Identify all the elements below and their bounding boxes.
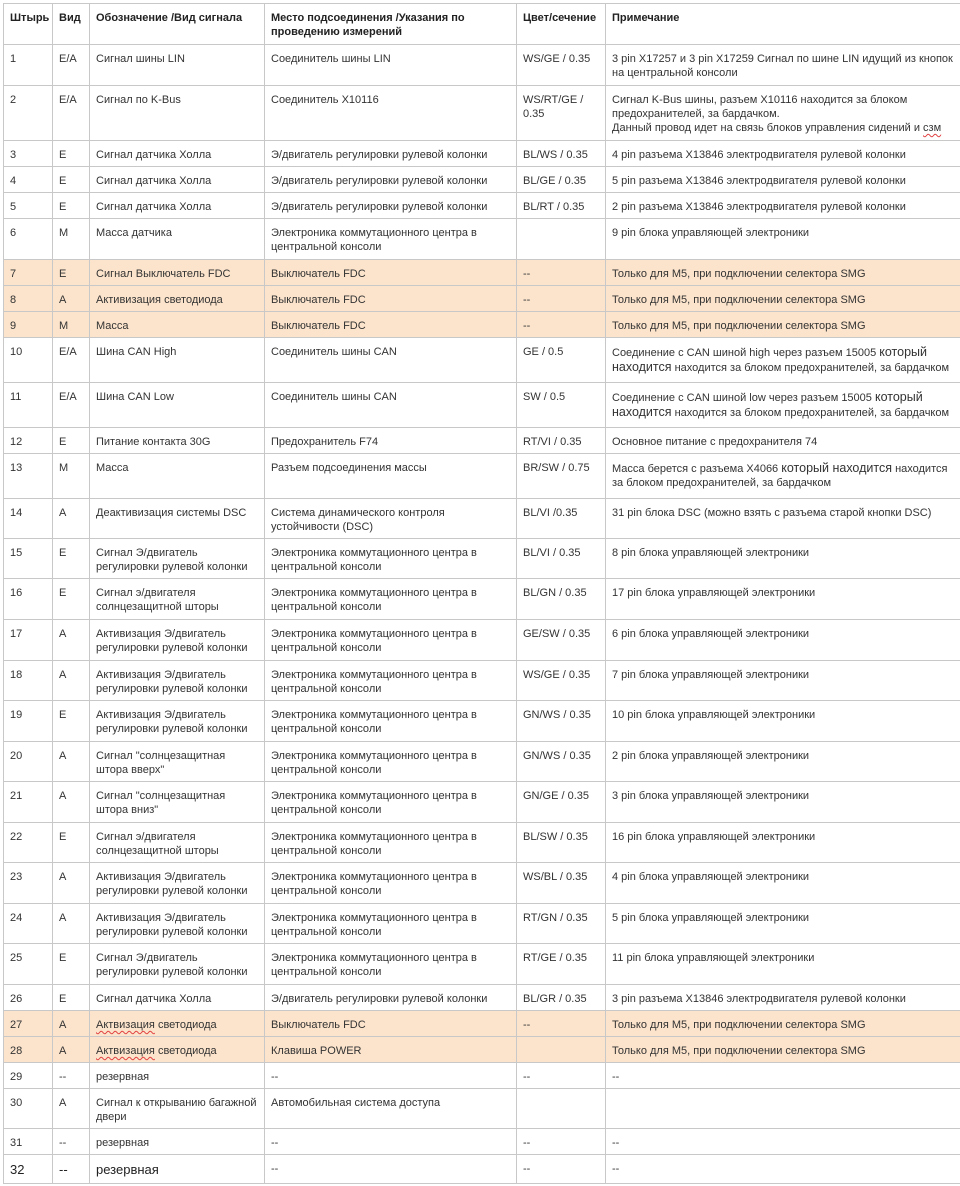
cell-location: Клавиша POWER: [265, 1037, 517, 1063]
cell-note: 31 pin блока DSC (можно взять с разъема старой кнопки DSC): [606, 499, 960, 539]
cell-type: E/A: [53, 383, 90, 428]
table-row: [4, 579, 960, 620]
cell-note: 2 pin разъема X13846 электродвигателя рулевой колонки: [606, 193, 960, 219]
cell-type: A: [53, 1011, 90, 1037]
cell-signal: Шина CAN High: [90, 338, 265, 383]
cell-pin: 24: [4, 904, 53, 944]
cell-type: --: [53, 1155, 90, 1184]
cell-signal: Активизация Э/двигатель регулировки рулевой колонки: [90, 904, 265, 944]
cell-location: --: [265, 1063, 517, 1089]
cell-pin: 17: [4, 620, 53, 661]
cell-color: --: [517, 260, 606, 286]
cell-color: BL/WS / 0.35: [517, 141, 606, 167]
note-text: Сигнал K-Bus шины, разъем X10116 находится за блоком предохранителей, за бардачком.: [612, 94, 907, 120]
cell-location: Электроника коммутационного центра в центральной консоли: [265, 661, 517, 701]
cell-note: --: [606, 1155, 960, 1184]
note-inserted-text: который находится: [781, 461, 892, 475]
cell-note: Только для M5, при подключении селектора SMG: [606, 1011, 960, 1037]
cell-note: Только для M5, при подключении селектора SMG: [606, 286, 960, 312]
cell-location: Электроника коммутационного центра в центральной консоли: [265, 701, 517, 742]
cell-pin: 25: [4, 944, 53, 985]
note-inserted-text: который находится: [612, 345, 927, 374]
cell-note: Основное питание с предохранителя 74: [606, 428, 960, 454]
cell-location: Э/двигатель регулировки рулевой колонки: [265, 141, 517, 167]
cell-color: --: [517, 1155, 606, 1184]
cell-note: 4 pin разъема X13846 электродвигателя рулевой колонки: [606, 141, 960, 167]
cell-type: E/A: [53, 45, 90, 86]
cell-type: A: [53, 863, 90, 904]
cell-location: Предохранитель F74: [265, 428, 517, 454]
cell-type: E: [53, 428, 90, 454]
table-row: [4, 539, 960, 579]
cell-pin: 28: [4, 1037, 53, 1063]
cell-color: BL/GR / 0.35: [517, 985, 606, 1011]
cell-location: Э/двигатель регулировки рулевой колонки: [265, 985, 517, 1011]
cell-note: 16 pin блока управляющей электроники: [606, 823, 960, 863]
cell-color: WS/GE / 0.35: [517, 661, 606, 701]
cell-location: Выключатель FDC: [265, 312, 517, 338]
cell-pin: 27: [4, 1011, 53, 1037]
table-row: [4, 193, 960, 219]
table-row: [4, 499, 960, 539]
cell-type: E: [53, 193, 90, 219]
cell-note: [606, 86, 960, 141]
cell-type: A: [53, 499, 90, 539]
cell-pin: 4: [4, 167, 53, 193]
table-row: [4, 286, 960, 312]
cell-note: 3 pin X17257 и 3 pin X17259 Сигнал по шине LIN идущий из кнопок на центральной консоли: [606, 45, 960, 86]
table-body: [4, 45, 960, 1184]
cell-pin: 32: [4, 1155, 53, 1184]
header-type: Вид: [53, 4, 90, 45]
cell-color: WS/GE / 0.35: [517, 45, 606, 86]
cell-signal: Сигнал датчика Холла: [90, 141, 265, 167]
cell-signal: Сигнал "солнцезащитная штора вверх": [90, 742, 265, 782]
cell-note: --: [606, 1129, 960, 1155]
cell-pin: 19: [4, 701, 53, 742]
cell-location: Э/двигатель регулировки рулевой колонки: [265, 167, 517, 193]
cell-pin: 30: [4, 1089, 53, 1129]
cell-type: M: [53, 219, 90, 260]
cell-pin: 29: [4, 1063, 53, 1089]
table-row: [4, 428, 960, 454]
cell-signal: Питание контакта 30G: [90, 428, 265, 454]
table-row: [4, 312, 960, 338]
table-row: [4, 620, 960, 661]
table-row: [4, 1011, 960, 1037]
cell-note: 5 pin блока управляющей электроники: [606, 904, 960, 944]
cell-signal: [90, 1011, 265, 1037]
cell-pin: 16: [4, 579, 53, 620]
cell-signal: Деактивизация системы DSC: [90, 499, 265, 539]
cell-location: Электроника коммутационного центра в центральной консоли: [265, 782, 517, 823]
note-text: Соединение с CAN шиной high через разъем 15005: [612, 347, 876, 359]
table-row: [4, 260, 960, 286]
cell-pin: 21: [4, 782, 53, 823]
signal-text: светодиода: [158, 1045, 217, 1057]
cell-type: A: [53, 904, 90, 944]
signal-misspelled-word: Актвизация: [96, 1019, 155, 1031]
cell-pin: 31: [4, 1129, 53, 1155]
cell-signal: Шина CAN Low: [90, 383, 265, 428]
header-pin: Штырь: [4, 4, 53, 45]
cell-signal: Активизация Э/двигатель регулировки рулевой колонки: [90, 863, 265, 904]
cell-type: M: [53, 454, 90, 499]
cell-location: Электроника коммутационного центра в центральной консоли: [265, 944, 517, 985]
note-extra-text: Данный провод идет на связь блоков управления сидений и: [612, 122, 920, 134]
cell-pin: 8: [4, 286, 53, 312]
cell-signal: Сигнал датчика Холла: [90, 167, 265, 193]
cell-note: 2 pin блока управляющей электроники: [606, 742, 960, 782]
cell-type: A: [53, 1037, 90, 1063]
cell-location: Электроника коммутационного центра в центральной консоли: [265, 579, 517, 620]
cell-color: GE / 0.5: [517, 338, 606, 383]
cell-signal: Сигнал датчика Холла: [90, 193, 265, 219]
table-row: [4, 1129, 960, 1155]
pin-assignment-table: [3, 3, 960, 1184]
header-color: Цвет/сечение: [517, 4, 606, 45]
cell-pin: 7: [4, 260, 53, 286]
cell-signal: Сигнал э/двигателя солнцезащитной шторы: [90, 579, 265, 620]
table-row: [4, 454, 960, 499]
note-tail-text: находится за блоком предохранителей, за бардачком: [612, 463, 947, 489]
cell-color: --: [517, 312, 606, 338]
cell-pin: 11: [4, 383, 53, 428]
header-location: Место подсоединения /Указания по проведению измерений: [265, 4, 517, 45]
cell-note: 10 pin блока управляющей электроники: [606, 701, 960, 742]
cell-type: M: [53, 312, 90, 338]
note-misspelled-word: сзм: [923, 122, 941, 134]
cell-color: [517, 219, 606, 260]
note-inserted-text: который находится: [612, 390, 923, 419]
cell-signal: Масса: [90, 454, 265, 499]
cell-color: BL/GN / 0.35: [517, 579, 606, 620]
cell-type: A: [53, 782, 90, 823]
cell-location: Э/двигатель регулировки рулевой колонки: [265, 193, 517, 219]
cell-note: Только для M5, при подключении селектора SMG: [606, 260, 960, 286]
cell-color: [517, 1089, 606, 1129]
cell-location: Соединитель шины CAN: [265, 338, 517, 383]
cell-color: [517, 1037, 606, 1063]
cell-pin: 15: [4, 539, 53, 579]
table-row: [4, 1155, 960, 1184]
cell-type: --: [53, 1129, 90, 1155]
cell-signal: резервная: [90, 1129, 265, 1155]
cell-note: 8 pin блока управляющей электроники: [606, 539, 960, 579]
cell-signal: Сигнал Выключатель FDC: [90, 260, 265, 286]
cell-location: Система динамического контроля устойчивости (DSC): [265, 499, 517, 539]
table-row: [4, 45, 960, 86]
cell-pin: 20: [4, 742, 53, 782]
cell-type: E/A: [53, 86, 90, 141]
header-signal: Обозначение /Вид сигнала: [90, 4, 265, 45]
table-row: [4, 985, 960, 1011]
cell-note: Только для M5, при подключении селектора SMG: [606, 1037, 960, 1063]
cell-signal: Сигнал Э/двигатель регулировки рулевой колонки: [90, 539, 265, 579]
cell-location: Электроника коммутационного центра в центральной консоли: [265, 904, 517, 944]
cell-pin: 13: [4, 454, 53, 499]
cell-pin: 6: [4, 219, 53, 260]
cell-location: --: [265, 1129, 517, 1155]
cell-signal: Сигнал Э/двигатель регулировки рулевой колонки: [90, 944, 265, 985]
cell-pin: 14: [4, 499, 53, 539]
cell-location: --: [265, 1155, 517, 1184]
note-tail-text: находится за блоком предохранителей, за бардачком: [675, 407, 949, 419]
cell-color: BL/VI /0.35: [517, 499, 606, 539]
cell-color: RT/GN / 0.35: [517, 904, 606, 944]
cell-location: Соединитель шины CAN: [265, 383, 517, 428]
cell-color: BR/SW / 0.75: [517, 454, 606, 499]
note-text: Масса берется с разъема X4066: [612, 463, 778, 475]
cell-pin: 5: [4, 193, 53, 219]
cell-signal: Активизация Э/двигатель регулировки рулевой колонки: [90, 620, 265, 661]
cell-pin: 26: [4, 985, 53, 1011]
cell-color: WS/BL / 0.35: [517, 863, 606, 904]
cell-color: GN/WS / 0.35: [517, 701, 606, 742]
cell-note: [606, 338, 960, 383]
table-row: [4, 86, 960, 141]
cell-type: A: [53, 286, 90, 312]
cell-location: Электроника коммутационного центра в центральной консоли: [265, 219, 517, 260]
cell-location: Соединитель X10116: [265, 86, 517, 141]
cell-location: Выключатель FDC: [265, 260, 517, 286]
cell-color: BL/RT / 0.35: [517, 193, 606, 219]
cell-type: A: [53, 661, 90, 701]
cell-color: --: [517, 1011, 606, 1037]
cell-type: E: [53, 823, 90, 863]
cell-location: Выключатель FDC: [265, 286, 517, 312]
cell-location: Электроника коммутационного центра в центральной консоли: [265, 620, 517, 661]
table-row: [4, 167, 960, 193]
cell-note: 11 pin блока управляющей электроники: [606, 944, 960, 985]
cell-note: 3 pin блока управляющей электроники: [606, 782, 960, 823]
cell-color: GN/WS / 0.35: [517, 742, 606, 782]
cell-color: RT/GE / 0.35: [517, 944, 606, 985]
cell-pin: 2: [4, 86, 53, 141]
cell-signal: Сигнал к открыванию багажной двери: [90, 1089, 265, 1129]
cell-signal: Сигнал по K-Bus: [90, 86, 265, 141]
cell-signal: Масса датчика: [90, 219, 265, 260]
cell-pin: 1: [4, 45, 53, 86]
cell-note: 17 pin блока управляющей электроники: [606, 579, 960, 620]
cell-color: --: [517, 1063, 606, 1089]
cell-type: A: [53, 620, 90, 661]
cell-type: --: [53, 1063, 90, 1089]
cell-location: Автомобильная система доступа: [265, 1089, 517, 1129]
cell-note: --: [606, 1063, 960, 1089]
cell-signal: Сигнал шины LIN: [90, 45, 265, 86]
cell-signal: Сигнал датчика Холла: [90, 985, 265, 1011]
cell-color: WS/RT/GE / 0.35: [517, 86, 606, 141]
cell-pin: 12: [4, 428, 53, 454]
cell-note: 7 pin блока управляющей электроники: [606, 661, 960, 701]
cell-signal: резервная: [90, 1155, 265, 1184]
table-row: [4, 701, 960, 742]
table-row: [4, 823, 960, 863]
table-row: [4, 782, 960, 823]
note-text: Соединение с CAN шиной low через разъем 15005: [612, 392, 872, 404]
cell-signal: Активизация Э/двигатель регулировки рулевой колонки: [90, 701, 265, 742]
cell-note: [606, 383, 960, 428]
cell-note: 5 pin разъема X13846 электродвигателя рулевой колонки: [606, 167, 960, 193]
cell-location: Разъем подсоединения массы: [265, 454, 517, 499]
cell-location: Электроника коммутационного центра в центральной консоли: [265, 823, 517, 863]
cell-type: E: [53, 167, 90, 193]
cell-signal: Сигнал э/двигателя солнцезащитной шторы: [90, 823, 265, 863]
cell-color: BL/GE / 0.35: [517, 167, 606, 193]
cell-type: E: [53, 579, 90, 620]
cell-type: A: [53, 742, 90, 782]
cell-color: GN/GE / 0.35: [517, 782, 606, 823]
cell-signal: Сигнал "солнцезащитная штора вниз": [90, 782, 265, 823]
cell-type: E: [53, 260, 90, 286]
cell-note: [606, 454, 960, 499]
table-row: [4, 661, 960, 701]
table-row: [4, 1063, 960, 1089]
cell-type: E: [53, 539, 90, 579]
cell-color: GE/SW / 0.35: [517, 620, 606, 661]
cell-note: 3 pin разъема X13846 электродвигателя рулевой колонки: [606, 985, 960, 1011]
table-row: [4, 338, 960, 383]
cell-type: E: [53, 944, 90, 985]
table-row: [4, 383, 960, 428]
cell-pin: 23: [4, 863, 53, 904]
signal-misspelled-word: Актвизация: [96, 1045, 155, 1057]
cell-signal: Активизация Э/двигатель регулировки рулевой колонки: [90, 661, 265, 701]
cell-note: [606, 1089, 960, 1129]
cell-color: SW / 0.5: [517, 383, 606, 428]
cell-location: Соединитель шины LIN: [265, 45, 517, 86]
cell-color: RT/VI / 0.35: [517, 428, 606, 454]
table-row: [4, 863, 960, 904]
table-row: [4, 944, 960, 985]
header-row: [4, 4, 960, 45]
table-row: [4, 141, 960, 167]
cell-note: 6 pin блока управляющей электроники: [606, 620, 960, 661]
cell-location: Выключатель FDC: [265, 1011, 517, 1037]
cell-signal: Активизация светодиода: [90, 286, 265, 312]
cell-type: E: [53, 985, 90, 1011]
cell-type: E/A: [53, 338, 90, 383]
table-row: [4, 1037, 960, 1063]
signal-text: светодиода: [158, 1019, 217, 1031]
table-row: [4, 219, 960, 260]
table-row: [4, 742, 960, 782]
cell-note: Только для M5, при подключении селектора SMG: [606, 312, 960, 338]
cell-color: BL/SW / 0.35: [517, 823, 606, 863]
cell-location: Электроника коммутационного центра в центральной консоли: [265, 539, 517, 579]
note-tail-text: находится за блоком предохранителей, за бардачком: [675, 362, 949, 374]
cell-pin: 18: [4, 661, 53, 701]
table-row: [4, 904, 960, 944]
header-note: Примечание: [606, 4, 960, 45]
cell-pin: 22: [4, 823, 53, 863]
table-row: [4, 1089, 960, 1129]
cell-signal: резервная: [90, 1063, 265, 1089]
cell-pin: 3: [4, 141, 53, 167]
cell-signal: Масса: [90, 312, 265, 338]
cell-signal: [90, 1037, 265, 1063]
cell-pin: 9: [4, 312, 53, 338]
cell-location: Электроника коммутационного центра в центральной консоли: [265, 863, 517, 904]
cell-pin: 10: [4, 338, 53, 383]
cell-type: E: [53, 701, 90, 742]
cell-note: 9 pin блока управляющей электроники: [606, 219, 960, 260]
cell-type: A: [53, 1089, 90, 1129]
cell-location: Электроника коммутационного центра в центральной консоли: [265, 742, 517, 782]
cell-color: --: [517, 1129, 606, 1155]
cell-note: 4 pin блока управляющей электроники: [606, 863, 960, 904]
cell-color: BL/VI / 0.35: [517, 539, 606, 579]
cell-type: E: [53, 141, 90, 167]
cell-color: --: [517, 286, 606, 312]
